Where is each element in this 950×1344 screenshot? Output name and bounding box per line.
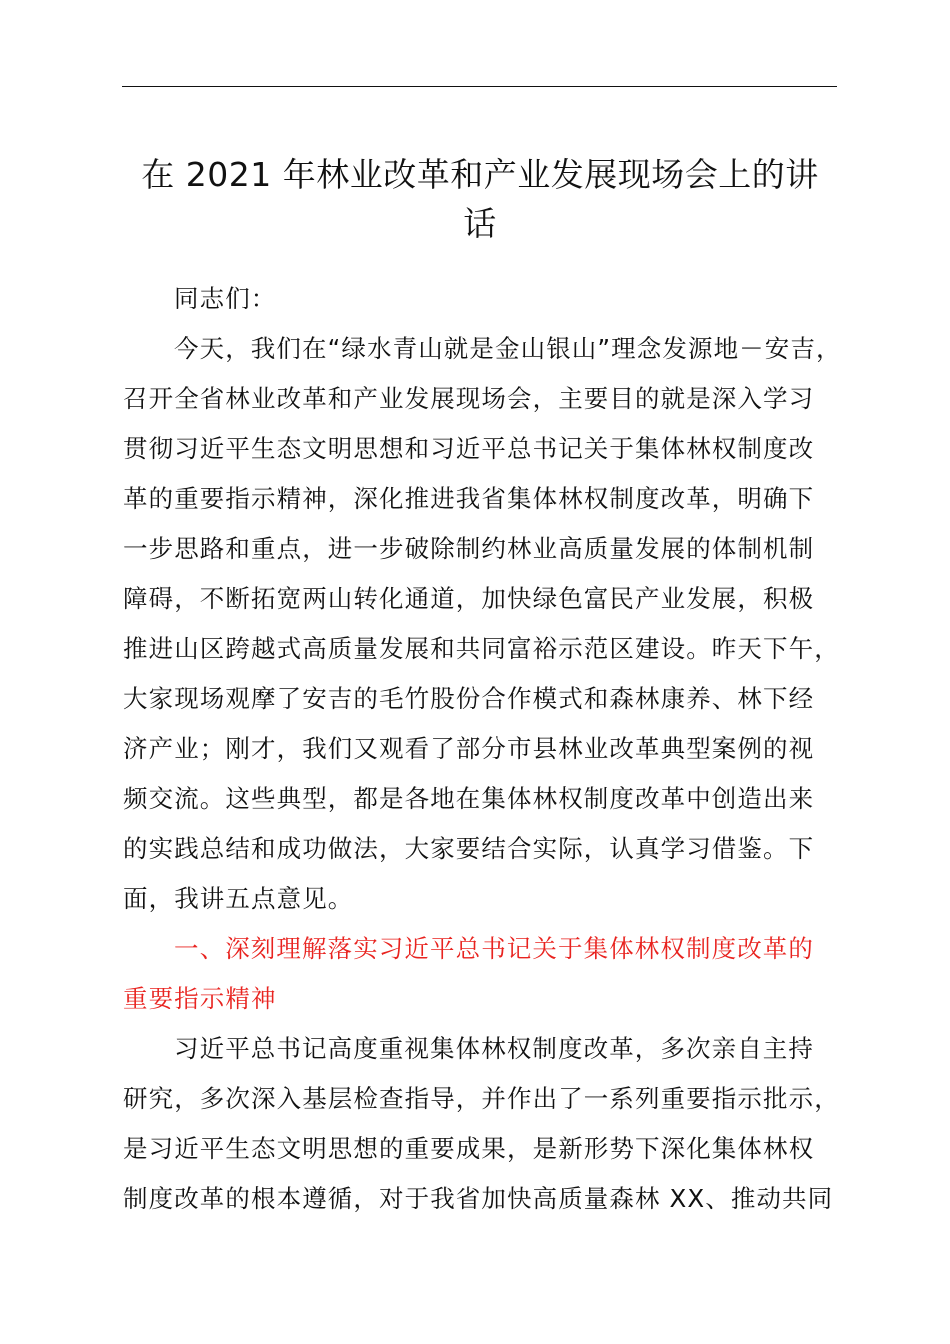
paragraph-line: 频交流。这些典型，都是各地在集体林权制度改革中创造出来 [123,784,815,813]
section-heading: 重要指示精神 [123,984,277,1013]
paragraph-line: 济产业；刚才，我们又观看了部分市县林业改革典型案例的视 [123,734,815,763]
title-line: 在 2021 年林业改革和产业发展现场会上的讲 [141,155,819,194]
paragraph-line: 革的重要指示精神，深化推进我省集体林权制度改革，明确下 [123,484,815,513]
paragraph-line: 贯彻习近平生态文明思想和习近平总书记关于集体林权制度改 [123,434,815,463]
paragraph-line: 习近平总书记高度重视集体林权制度改革，多次亲自主持 [174,1034,814,1063]
paragraph-line: 面，我讲五点意见。 [123,884,354,913]
title-line: 话 [463,204,497,243]
document-body [123,274,865,1224]
salutation: 同志们： [174,284,277,313]
paragraph-line: 一步思路和重点，进一步破除制约林业高质量发展的体制机制 [123,534,815,563]
paragraph-line: 召开全省林业改革和产业发展现场会，主要目的就是深入学习 [123,384,815,413]
paragraph-line: 的实践总结和成功做法，大家要结合实际，认真学习借鉴。下 [123,834,815,863]
paragraph-line: 推进山区跨越式高质量发展和共同富裕示范区建设。昨天下午， [123,634,840,663]
paragraph-line: 障碍，不断拓宽两山转化通道，加快绿色富民产业发展，积极 [123,584,815,613]
header-rule [122,86,837,87]
paragraph-line: 是习近平生态文明思想的重要成果，是新形势下深化集体林权 [123,1134,815,1163]
paragraph-line: 制度改革的根本遵循，对于我省加快高质量森林 XX、推动共同 [123,1184,834,1213]
document-title [110,150,850,248]
paragraph-line: 研究，多次深入基层检查指导，并作出了一系列重要指示批示， [123,1084,840,1113]
paragraph-line: 大家现场观摩了安吉的毛竹股份合作模式和森林康养、林下经 [123,684,815,713]
section-heading: 一、深刻理解落实习近平总书记关于集体林权制度改革的 [174,934,814,963]
paragraph-line: 今天，我们在“绿水青山就是金山银山”理念发源地－安吉， [174,334,842,363]
